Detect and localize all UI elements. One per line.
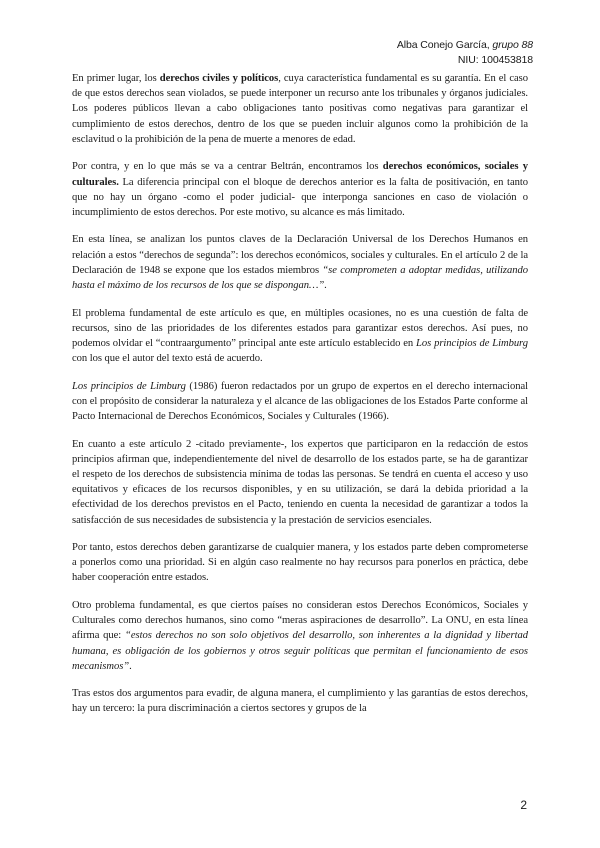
student-id: NIU: 100453818 — [457, 54, 533, 66]
body-paragraph — [72, 159, 528, 220]
paragraph-text: En cuanto a este artículo 2 -citado previamente-, los expertos que participaron en la redacción de estos principios afirman que, independientemente del nivel de desarrollo de los estados parte, se ha de garantizar el respeto de los derechos de subsistencia mínima de todas las personas. Se tendrá en cuenta el acceso y uso equitativos y eficaces de los recursos disponibles, y en su utilización, se dará la debida prioridad a la efectividad de los derechos previstos en el Pacto, teniendo en cuenta la necesidad de garantizar a todos la satisfacción de sus necesidades de subsistencia y la prestación de servicios esenciales. — [72, 438, 528, 526]
group-label: grupo 88 — [492, 39, 533, 51]
bold-text: derechos civiles y políticos — [159, 73, 279, 84]
paragraph-text: Por contra, y en lo que más se va a centrar Beltrán, encontramos los — [72, 161, 383, 173]
paragraph-text: En esta línea, se analizan los puntos claves de la Declaración Universal de los Derechos Humanos en relación a estos “derechos de segunda”: los derechos económicos, sociales y culturales. En el artículo 2 de la Declaración de 1948 se expone que los estados miembros — [72, 234, 528, 276]
body-paragraph — [72, 598, 528, 674]
author-name: Alba Conejo García — [396, 39, 487, 51]
author-line: Alba Conejo García, grupo 88 — [396, 39, 533, 51]
page-number: 2 — [520, 798, 527, 812]
body-paragraph — [72, 540, 528, 586]
body-paragraph — [72, 71, 528, 147]
body-paragraph — [72, 379, 528, 425]
body-paragraph — [72, 306, 528, 367]
body-paragraph — [72, 232, 528, 293]
page-header — [397, 38, 533, 68]
italic-text: “estos derechos no son solo objetivos del desarrollo, son inherentes a la dignidad y libertad humana, es obligación de los gobiernos y otros seguir políticas que permitan el funcionamiento de esos mecanismos” — [72, 630, 528, 672]
bold-text: derechos económicos, sociales y culturales. — [72, 161, 528, 188]
paragraph-text: . — [324, 280, 327, 292]
paragraph-text: , cuya característica fundamental es su garantía. En el caso de que estos derechos sean violados, se puede interponer un recurso ante los tribunales y órganos judiciales. Los poderes públicos llevan a cabo obligaciones tanto positivas como negativas para garantizar el cumplimiento de estos derechos, dentro de los que se pueden incluir algunos como la prohibición de la esclavitud o la prohibición de la pena de muerte a menores de edad. — [72, 73, 528, 145]
italic-text: Los principios de Limburg — [416, 337, 528, 349]
paragraph-text: En primer lugar, los — [72, 73, 160, 84]
body-paragraph — [72, 437, 528, 528]
paragraph-text: (1986) fueron redactados por un grupo de expertos en el derecho internacional con el propósito de considerar la naturaleza y el alcance de las obligaciones de los Estados Parte conforme al Pacto Internacional de Derechos Económicos, Sociales y Culturales (1966). — [72, 380, 528, 423]
paragraph-text: El problema fundamental de este artículo es que, en múltiples ocasiones, no es una cuestión de falta de recursos, sino de las prioridades de los diferentes estados para garantizar estos derechos. Así pues, no podemos olvidar el “contraargumento” principal ante este artículo establecido en — [72, 307, 528, 349]
paragraph-text: . — [129, 660, 132, 672]
paragraph-text: Por tanto, estos derechos deben garantizarse de cualquier manera, y los estados parte deben comprometerse a ponerlos como una prioridad. Si en algún caso realmente no hay recursos para ponerlos en práctica, debe haber cooperación entre estados. — [72, 542, 528, 584]
italic-text: Los principios de Limburg — [72, 380, 186, 392]
document-body — [72, 71, 528, 729]
italic-text: “se comprometen a adoptar medidas, utilizando hasta el máximo de los recursos de los que se dispongan…” — [72, 264, 528, 292]
paragraph-text: con los que el autor del texto está de acuerdo. — [72, 353, 263, 365]
paragraph-text: La diferencia principal con el bloque de derechos anterior es la falta de positivación, en tanto que no hay un órgano -como el poder judicial- que interponga sanciones en caso de violación o incumplimiento de estos derechos. Por este motivo, su alcance es más limitado. — [72, 176, 528, 218]
paragraph-text: Otro problema fundamental, es que ciertos países no consideran estos Derechos Económicos, Sociales y Culturales como derechos humanos, sino como “meras aspiraciones de desarrollo”. La ONU, en esta línea afirma que: — [72, 599, 528, 642]
paragraph-text: Tras estos dos argumentos para evadir, de alguna manera, el cumplimiento y las garantías de estos derechos, hay un tercero: la pura discriminación a ciertos sectores y grupos de la — [72, 688, 528, 715]
body-paragraph — [72, 686, 528, 716]
